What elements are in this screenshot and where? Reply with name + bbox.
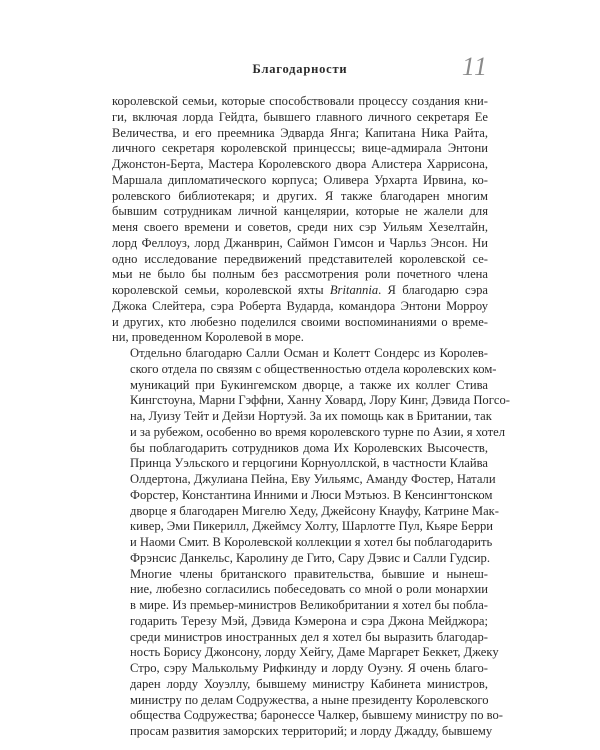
paragraph [112, 94, 488, 346]
text-line: ность Борису Джонсону, лорду Хейгу, Даме Маргарет Беккет, Джеку [130, 645, 499, 660]
text-line: королевской семьи, которые способствовали процессу создания кни- [112, 94, 488, 108]
text-line: Джока Слейтера, сэра Роберта Вударда, командора Энтони Морроу [112, 298, 488, 313]
text-line: министру по делам Содружества, а ныне президенту Королевского [130, 692, 489, 707]
page-number: 11 [461, 52, 488, 81]
text-line: ни, проведенном Королевой в море. [112, 330, 304, 345]
running-header [112, 52, 488, 86]
text-line: и Наоми Смит. В Королевской коллекции я хотел бы поблагодарить [130, 535, 493, 549]
text-line: на, Луизу Тейт и Дейзи Нортуэй. За их помощь как в Британии, так [130, 409, 492, 423]
text-line: бывшим сотрудникам личной канцелярии, которые не жалели для [112, 204, 488, 219]
text-line: Фрэнсис Данкельс, Каролину де Гито, Сару Дэвис и Салли Гудсир. [130, 550, 490, 565]
text-line: и за рубежом, особенно во время королевского турне по Азии, я хотел [130, 424, 506, 439]
paragraph [112, 346, 510, 567]
text-line: в мире. Из премьер-министров Великобритании я хотел бы побла- [130, 598, 488, 612]
text-line: среди министров иностранных дел я хотел бы выразить благодар- [130, 629, 488, 644]
text-line: Олдертона, Джулиана Пейна, Еву Уильямс, Аманду Фостер, Натали [130, 472, 496, 486]
text-line: Стро, сэру Малькольму Рифкинду и лорду Оуэну. Я очень благо- [130, 661, 488, 675]
body-text [112, 94, 510, 740]
text-line: Отдельно благодарю Салли Осман и Колетт Сондерс из Королев- [130, 346, 488, 360]
text-line: меня своего времени и советов, среди них сэр Уильям Хезелтайн, [112, 220, 488, 234]
text-line: Форстер, Константина Инними и Люси Мэтьюз. В Кенсингтонском [130, 487, 493, 502]
text-line: Кингстоуна, Марни Гэффни, Ханну Ховард, Лору Кинг, Дэвида Погсо- [130, 393, 510, 408]
text-line: бы поблагодарить сотрудников дома Их Королевских Высочеств, [130, 440, 488, 455]
text-line: Многие члены британского правительства, бывшие и нынеш- [130, 566, 488, 581]
text-line: одно исследование передвижений представителей королевской се- [112, 251, 488, 266]
text-line: мьи не было бы полным без рассмотрения роли почетного члена [112, 267, 488, 282]
text-line: Джонстон-Берта, Мастера Королевского двора Алистера Харрисона, [112, 157, 488, 171]
text-line: годарить Терезу Мэй, Дэвида Кэмерона и сэра Джона Мейджора; [130, 613, 488, 628]
text-line: Величества, и его преемника Эдварда Янга; Капитана Ника Райта, [112, 125, 488, 140]
paragraph [112, 566, 503, 740]
text-line: Принца Уэльского и герцогини Корнуоллской, в частности Клайва [130, 456, 488, 471]
text-line: муникаций при Букингемском дворце, а также их коллег Стива [130, 377, 488, 392]
text-line: ги, включая лорда Гейдта, бывшего главного личного секретаря Ее [112, 109, 488, 124]
text-line: ского отдела по связям с общественностью отдела королевских ком- [130, 361, 497, 376]
text-line: просам развития заморских территорий; и лорду Джадду, бывшему [130, 724, 493, 738]
text-line: ролевского библиотекаря; и других. Я также благодарен многим [112, 188, 488, 203]
text-line: королевской семьи, королевской яхты Britannia. Я благодарю сэра [112, 283, 488, 297]
text-line: дарен лорду Хоуэллу, бывшему министру Кабинета министров, [130, 676, 488, 691]
text-line: общества Содружества; баронессе Чалкер, бывшему министру по во- [130, 708, 503, 723]
text-line: Маршала дипломатического корпуса; Оливера Урхарта Ирвина, ко- [112, 172, 488, 187]
text-line: ние, любезно согласились побеседовать со мной о роли монархии [130, 582, 488, 597]
running-title: Благодарности [252, 62, 348, 76]
text-line: дворце я благодарен Мигелю Хеду, Джейсону Кнауфу, Катрине Мак- [130, 503, 499, 518]
text-line: кивер, Эми Пикерилл, Джеймсу Холту, Шарлотте Пул, Кьяре Берри [130, 519, 494, 534]
text-line: и других, кто любезно поделился своими воспоминаниями о време- [112, 314, 488, 329]
text-line: лорд Феллоуз, лорд Джанврин, Саймон Гимсон и Чарльз Энсон. Ни [112, 235, 488, 250]
text-line: личного секретаря королевской принцессы; вице-адмирала Энтони [112, 141, 488, 156]
